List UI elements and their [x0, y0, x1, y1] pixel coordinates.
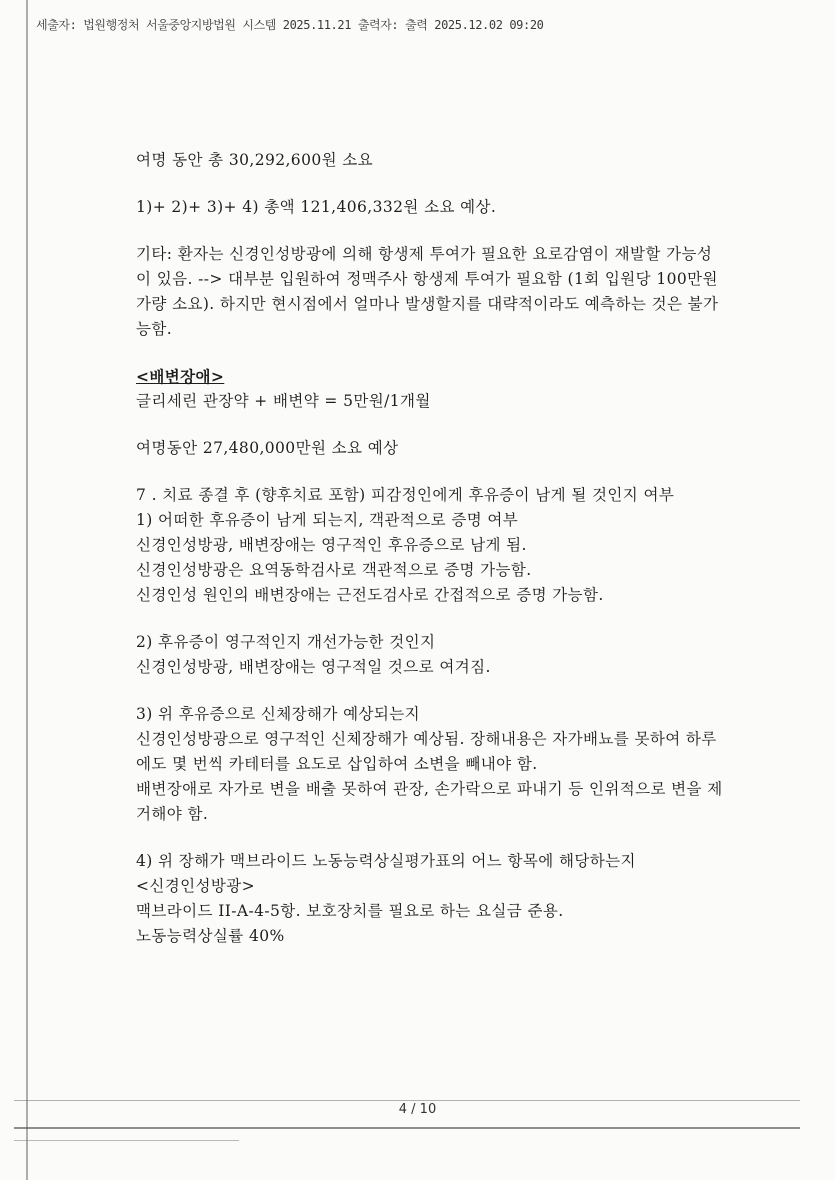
text-line: 3) 위 후유증으로 신체장해가 예상되는지: [136, 705, 420, 723]
page-number: 4 / 10: [398, 1102, 437, 1117]
text-line: 신경인성방광, 배변장애는 영구적인 후유증으로 남게 됨.: [136, 536, 527, 554]
footer-divider: [14, 1100, 800, 1101]
section-heading: <배변장애>: [136, 367, 225, 386]
scan-edge-line: [26, 0, 28, 1180]
text-line: 신경인성방광은 요역동학검사로 객관적으로 증명 가능함.: [136, 561, 532, 579]
text-line: 여명동안 27,480,000만원 소요 예상: [136, 439, 399, 457]
footer-underline: [14, 1140, 239, 1141]
text-line: 여명 동안 총 30,292,600원 소요: [136, 151, 374, 169]
text-line: 1) 어떠한 후유증이 남게 되는지, 객관적으로 증명 여부: [136, 511, 519, 529]
text-line: 신경인성방광, 배변장애는 영구적일 것으로 여겨짐.: [136, 658, 491, 676]
text-line: 신경인성 원인의 배변장애는 근전도검사로 간접적으로 증명 가능함.: [136, 586, 604, 604]
text-line: 글리세린 관장약 + 배변약 = 5만원/1개월: [136, 392, 431, 410]
text-line: 4) 위 장해가 맥브라이드 노동능력상실평가표의 어느 항목에 해당하는지: [136, 852, 636, 870]
text-paragraph: 배변장애로 자가로 변을 배출 못하여 관장, 손가락으로 파내기 등 인위적으로 변을 제거해야 함.: [136, 780, 723, 823]
text-line: 1)+ 2)+ 3)+ 4) 총액 121,406,332원 소요 예상.: [136, 198, 497, 216]
text-paragraph: 신경인성방광으로 영구적인 신체장해가 예상됨. 장해내용은 자가배뇨를 못하여 하루에도 몇 번씩 카테터를 요도로 삽입하여 소변을 빼내야 함.: [136, 730, 717, 773]
question-heading: 7 . 치료 종결 후 (향후치료 포함) 피감정인에게 후유증이 남게 될 것인지 여부: [136, 486, 675, 504]
text-line: 2) 후유증이 영구적인지 개선가능한 것인지: [136, 633, 436, 651]
footer-rule: [14, 1127, 800, 1129]
text-line: 맥브라이드 II-A-4-5항. 보호장치를 필요로 하는 요실금 준용.: [136, 902, 564, 920]
fax-header: 세출자: 법원행정처 서울중앙지방법원 시스템 2025.11.21 출력자: 출력 2025.12.02 09:20: [36, 18, 544, 32]
text-line: 노동능력상실률 40%: [136, 927, 285, 945]
text-line: <신경인성방광>: [136, 877, 256, 895]
document-body: [136, 148, 726, 949]
text-paragraph: 기타: 환자는 신경인성방광에 의해 항생제 투여가 필요한 요로감염이 재발할 가능성이 있음. --> 대부분 입원하여 정맥주사 항생제 투여가 필요함 (1회 입원당 100만원 가량 소요). 하지만 현시점에서 얼마나 발생할지를 대략적이라도 예측하는 것은 불가능함.: [136, 245, 719, 338]
